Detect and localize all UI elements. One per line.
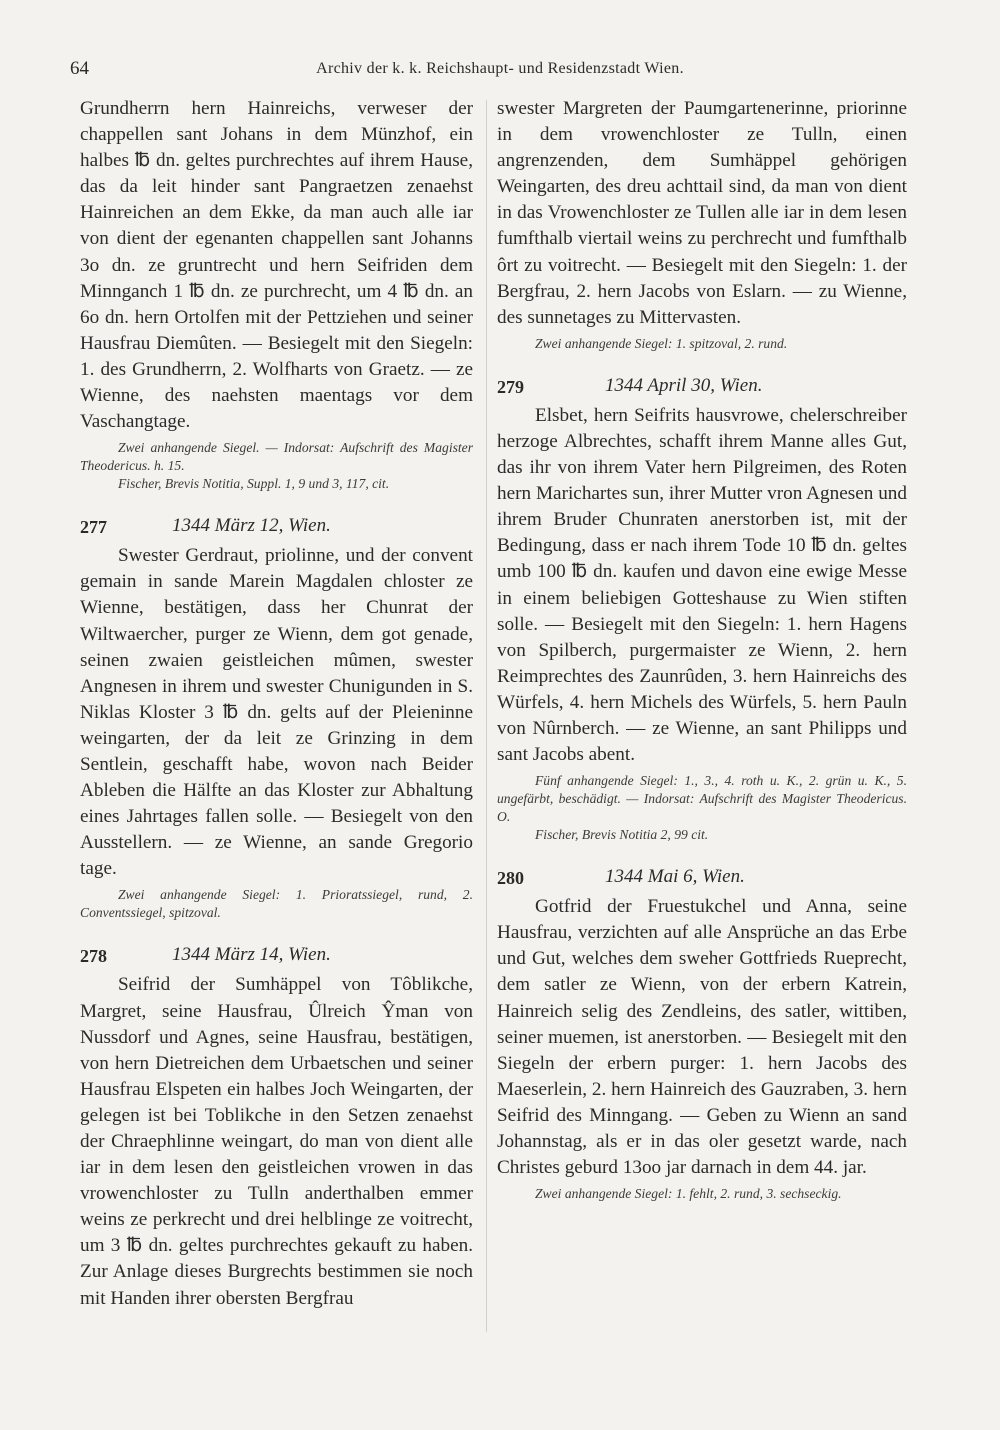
entry-278-header: [80, 942, 473, 972]
entry-date: 1344 März 14, Wien.: [172, 944, 331, 966]
entry-date: 1344 April 30, Wien.: [605, 374, 763, 396]
entry-278-continuation: swester Margreten der Paumgartenerinne, priorinne in dem vrowenchloster ze Tulln, einen angrenzenden, dem Sumhäppel gehörigen Weingarten, des dreu achttail sind, da man von dient in das Vrowenchloster ze Tullen alle iar in dem lesen fumfthalb viertail weins zu perchrecht und fumfthalb ôrt zu voitrecht. — Besiegelt mit den Siegeln: 1. der Bergfrau, 2. hern Jacobs von Eslarn. — zu Wienne, des sunnetages zu Mittervasten.: [497, 98, 907, 328]
column-divider: [486, 100, 487, 1332]
entry-277-text: Swester Gerdraut, priolinne, und der convent gemain in sande Marein Magdalen chloster ze Wienne, bestätigen, dass her Chunrat der Wiltwaercher, purger ze Wienn, dem got genade, seinen zwaien geistleichen mûmen, swester Angnesen in ihrem und swester Chunigunden in S. Niklas Kloster 3 ℔ dn. gelts auf der Pleieninne weingarten, der da leit ze Grinzing in dem Sentlein, geschafft habe, wovon nach Beider Ableben die Hälfte an das Kloster zur Abhaltung eines Jahrtages fallen solle. — Besiegelt von den Ausstellern. — ze Wienne, an sande Gregorio tage.: [80, 545, 473, 880]
entry-number: 277: [80, 517, 107, 538]
left-column: [80, 96, 473, 1312]
entry-number: 280: [497, 868, 524, 889]
entry-276-continuation: Grundherrn hern Hainreichs, verweser der chappellen sant Johans in dem Münzhof, ein halbes ℔ dn. geltes purchrechtes auf ihrem Hause, das da leit hinder sant Pangraetzen zenaehst Hainreichen an dem Ekke, da man auch alle iar von dient der egenanten chappellen sant Johanns 3o dn. ze gruntrecht und hern Seifriden dem Minnganch 1 ℔ dn. ze purchrecht, um 4 ℔ dn. an 6o dn. hern Ortolfen mit der Pettziehen und seiner Hausfrau Diemûten. — Besiegelt mit den Siegeln: 1. des Grundherrn, 2. Wolfharts von Graetz. — ze Wienne, des naehsten maentags vor dem Vaschangtage.: [80, 98, 473, 433]
page-number: 64: [70, 58, 89, 79]
entry-278-seal-note: Zwei anhangende Siegel: 1. spitzoval, 2. rund.: [535, 335, 788, 351]
entry-279-header: [497, 373, 907, 403]
entry-279-citation: Fischer, Brevis Notitia 2, 99 cit.: [535, 827, 709, 843]
entry-date: 1344 März 12, Wien.: [172, 515, 331, 537]
entry-280-header: [497, 864, 907, 894]
entry-278-text: Seifrid der Sumhäppel von Tôblikche, Margret, seine Hausfrau, Ûlreich Ŷman von Nussdorf und Agnes, seine Hausfrau, bestätigen, von hern Dietreichen dem Urbaetschen und seiner Hausfrau Elspeten ein halbes Joch Weingarten, der gelegen ist bei Toblikche in den Setzen zenaehst der Chraephlinne weingart, do man von dient alle iar in dem lesen den geistleichen vrowen in das vrowenchloster zu Tulln anderthalben emmer weins ze perkrecht und drei helblinge ze voitrecht, um 3 ℔ dn. geltes purchrechtes gekauft zu haben. Zur Anlage dieses Burgrechts bestimmen sie noch mit Handen ihrer obersten Bergfrau: [80, 974, 473, 1309]
entry-date: 1344 Mai 6, Wien.: [605, 866, 745, 888]
page-header: [70, 58, 930, 88]
right-column: [497, 96, 907, 1203]
entry-number: 278: [80, 946, 107, 967]
entry-280-text: Gotfrid der Fruestukchel und Anna, seine Hausfrau, verzichten auf alle Ansprüche an das Erbe und Gut, welches dem sweher Gottfrieds Rueprecht, dem satler ze Wienn, von der erbern Katrein, Hainreich selig des Zendleins, des satler, wittiben, seiner muemen, ist anerstorben. — Besiegelt mit den Siegeln der erbern purger: 1. hern Jacobs des Maeserlein, 2. hern Hainreich des Gauzraben, 3. hern Seifrid des Minngang. — Geben zu Wienn an sand Johannstag, als er in das oler gesetzt warde, nach Christes geburd 13oo jar darnach in dem 44. jar.: [497, 896, 907, 1179]
entry-276-seal-note: Zwei anhangende Siegel. — Indorsat: Aufschrift des Magister Theodericus. h. 15.: [80, 440, 473, 474]
entry-280-seal-note: Zwei anhangende Siegel: 1. fehlt, 2. rund, 3. sechseckig.: [535, 1186, 842, 1202]
running-title: Archiv der k. k. Reichshaupt- und Residenzstadt Wien.: [316, 60, 684, 77]
entry-276-citation: Fischer, Brevis Notitia, Suppl. 1, 9 und 3, 117, cit.: [118, 476, 390, 492]
entry-279-text: Elsbet, hern Seifrits hausvrowe, chelerschreiber herzoge Albrechtes, schafft ihrem Manne alles Gut, das ihr von ihrem Vater hern Pilgreimen, des Roten hern Marichartes sun, ihrer Mutter vron Agnesen und ihrem Bruder Chunraten anerstorben ist, mit der Bedingung, dass er nach ihrem Tode 10 ℔ dn. geltes umb 100 ℔ dn. kaufen und davon eine ewige Messe in einem beliebigen Gotteshause zu Wien stiften solle. — Besiegelt mit den Siegeln: 1. hern Hagens von Spilberch, purgermaister ze Wienn, 2. hern Reimprechtes des Zaunrûden, 3. hern Hainreichs des Würfels, 4. hern Michels des Würfels, 5. hern Pauln von Nûrnberch. — ze Wienne, an sant Philipps und sant Jacobs abent.: [497, 404, 907, 766]
entry-number: 279: [497, 376, 524, 397]
entry-277-header: [80, 513, 473, 543]
entry-277-seal-note: Zwei anhangende Siegel: 1. Prioratssiegel, rund, 2. Conventssiegel, spitzoval.: [80, 887, 473, 921]
entry-279-seal-note: Fünf anhangende Siegel: 1., 3., 4. roth u. K., 2. grün u. K., 5. ungefärbt, beschädigt. — Indorsat: Aufschrift des Magister Theodericus. O.: [497, 773, 907, 825]
